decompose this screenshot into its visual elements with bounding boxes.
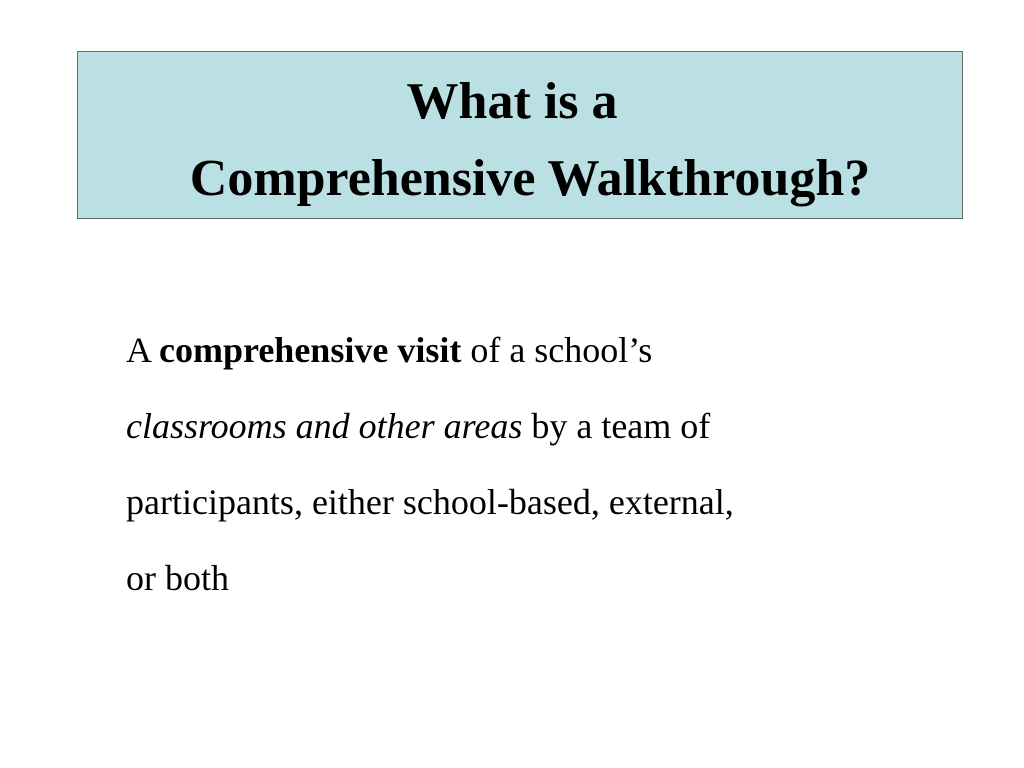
slide-body <box>126 312 946 616</box>
body-line-3: participants, either school-based, external, <box>126 482 734 522</box>
body-bold-term: comprehensive visit <box>159 330 462 370</box>
slide-title-line-2 <box>0 145 1024 213</box>
body-line-1-start: A <box>126 330 160 370</box>
body-italic-phrase: classrooms and other areas <box>126 406 523 446</box>
body-line-2 <box>126 388 946 464</box>
body-line-4: or both <box>126 558 229 598</box>
slide-title-text-2: Comprehensive Walkthrough? <box>189 150 871 207</box>
body-line-1 <box>126 312 946 388</box>
slide-title-line-1 <box>0 68 1024 136</box>
body-line-2-end: by a team of <box>522 406 711 446</box>
slide-title-text-1: What is a <box>406 73 618 130</box>
body-line-1-end: of a school’s <box>461 330 653 370</box>
